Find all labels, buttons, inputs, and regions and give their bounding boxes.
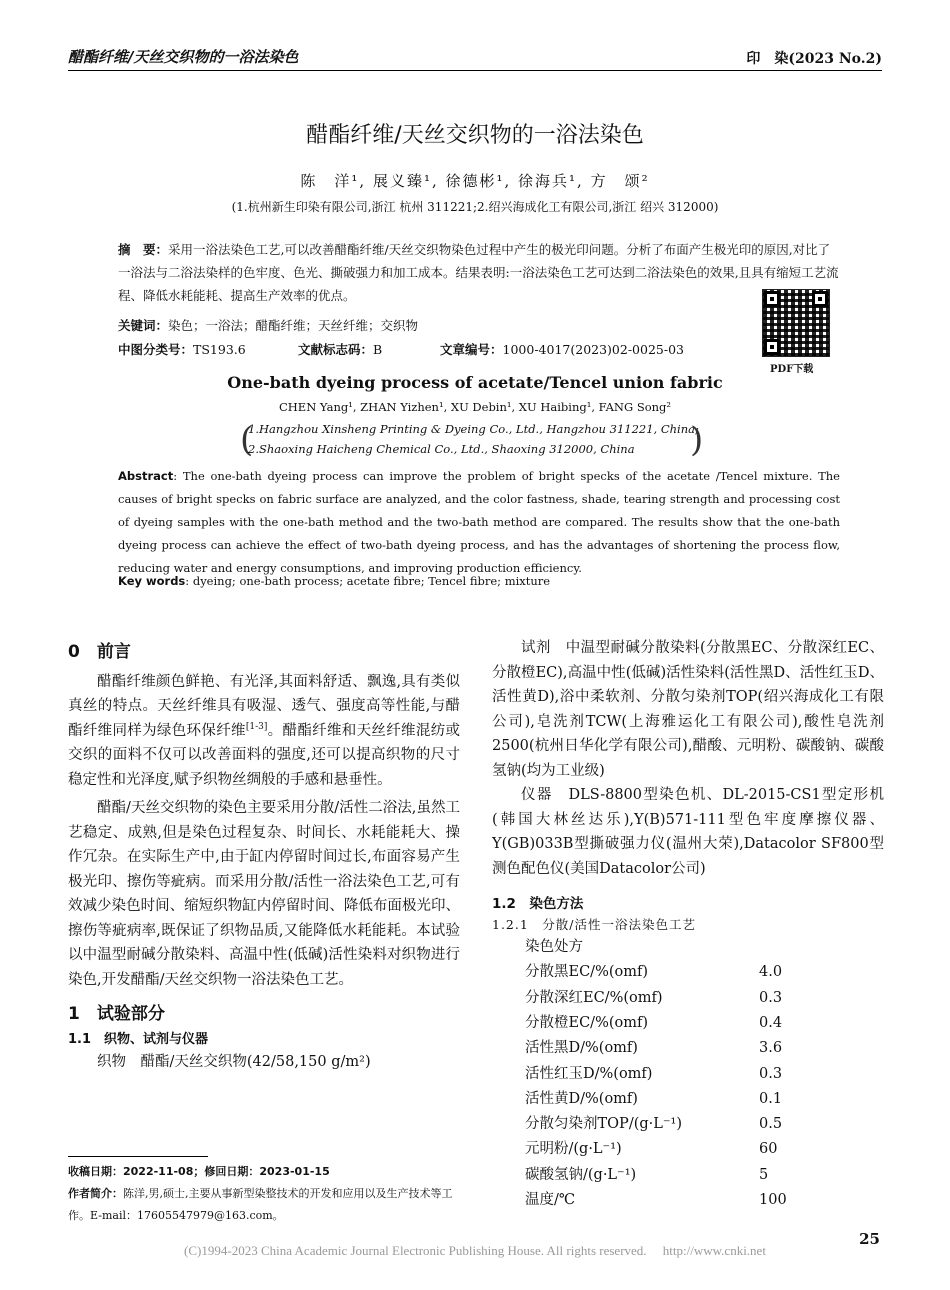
right-brace: ) [690,420,704,460]
recipe-amount: 0.3 [759,989,783,1006]
english-abstract-label: Abstract [118,469,174,483]
article-label: 文章编号： [440,342,503,357]
recipe-amount: 5 [759,1166,769,1183]
abstract-label: 摘 要： [118,242,169,257]
doc-value: B [373,342,383,357]
citation-ref[interactable]: [1-3] [245,721,268,732]
authors: 陈 洋¹, 展义臻¹, 徐德彬¹, 徐海兵¹, 方 颂² [300,172,650,190]
recipe-amount: 0.4 [759,1014,783,1031]
qr-code[interactable] [762,289,830,357]
footnote-author-label: 作者简介： [68,1187,123,1200]
keywords-cn [118,314,758,337]
right-column [492,636,884,1213]
recipe-table [525,960,787,1213]
recipe-amount: 0.1 [759,1090,783,1107]
left-column [68,640,460,1074]
recipe-ingredient: 分散深红EC/%(omf) [525,989,663,1006]
journal-issue: 印 染(2023 No.2) [746,51,882,67]
recipe-row [525,960,787,985]
recipe-amount: 60 [759,1141,778,1158]
recipe-row [525,1061,787,1086]
recipe-row [525,985,787,1010]
english-affiliation [248,419,704,459]
recipe-ingredient: 元明粉/(g·L⁻¹) [525,1141,622,1158]
keywords-text: 染色；一浴法；醋酯纤维；天丝纤维；交织物 [168,318,419,333]
recipe-ingredient: 活性黑D/%(omf) [525,1040,638,1057]
recipe-row [525,1162,787,1187]
recipe-row [525,1011,787,1036]
recipe-ingredient: 分散橙EC/%(omf) [525,1014,649,1031]
section-1-heading: 1 试验部分 [68,1004,165,1024]
english-keywords-label: Key words [118,574,186,588]
footnote-author [68,1183,463,1227]
recipe-row [525,1112,787,1137]
section-1-2-heading: 1.2 染色方法 [492,896,584,912]
clc-label: 中图分类号： [118,342,194,357]
recipe-ingredient: 分散匀染剂TOP/(g·L⁻¹) [525,1116,683,1133]
section-1-2-1-heading: 1.2.1 分散/活性一浴法染色工艺 [492,917,697,932]
article-value: 1000-4017(2023)02-0025-03 [502,342,684,357]
recipe-title: 染色处方 [525,939,583,955]
intro-paragraph-1: 醋酯纤维颜色鲜艳、有光泽,其面料舒适、飘逸,具有类似真丝的特点。天丝纤维具有吸湿、透气、强度高等性能,与醋酯纤维同样为绿色环保纤维[1-3]。醋酯纤维和天丝纤维混纺或交织的面料不仅可以改善面料的强度,还可以提高织物的尺寸稳定性和光泽度,赋予织物丝绸般的手感和悬垂性。 [68,673,461,788]
recipe-row [525,1137,787,1162]
english-affil-2: 2.Shaoxing Haicheng Chemical Co., Ltd., Shaoxing 312000, China [248,442,635,456]
recipe-row [525,1036,787,1061]
page-number: 25 [859,1230,880,1248]
recipe-amount: 100 [759,1192,787,1209]
recipe-ingredient: 温度/℃ [525,1192,576,1209]
instruments-paragraph: 仪器 DLS-8800型染色机、DL-2015-CS1型定形机(韩国大林丝达乐),Y(B)571-111型色牢度摩擦仪器、Y(GB)033B型撕破强力仪(温州大荣),Datacolor SF800型测色配色仪(美国Datacolor公司) [492,787,884,877]
english-keywords-text: : dyeing; one-bath process; acetate fibre; Tencel fibre; mixture [185,574,551,588]
recipe-ingredient: 活性红玉D/%(omf) [525,1065,653,1082]
reagents-paragraph: 试剂 中温型耐碱分散染料(分散黑EC、分散深红EC、分散橙EC),高温中性(低碱)活性染料(活性黑D、活性红玉D、活性黄D),浴中柔软剂、分散匀染剂TOP(绍兴海成化工有限公司),皂洗剂TCW(上海雅运化工有限公司),酸性皂洗剂2500(杭州日华化学有限公司),醋酸、元明粉、碳酸钠、碳酸氢钠(均为工业级) [492,640,884,779]
recipe-ingredient: 活性黄D/%(omf) [525,1090,638,1107]
section-1-1-heading: 1.1 织物、试剂与仪器 [68,1031,209,1047]
recipe-amount: 3.6 [759,1040,783,1057]
left-brace: ( [240,420,254,460]
doc-label: 文献标志码： [298,342,374,357]
english-authors: CHEN Yang¹, ZHAN Yizhen¹, XU Debin¹, XU Haibing¹, FANG Song² [278,400,672,414]
abstract-cn [118,238,840,307]
section-0-heading: 0 前言 [68,642,131,662]
english-title: One-bath dyeing process of acetate/Tencel union fabric [227,373,723,392]
recipe-amount: 0.5 [759,1116,783,1133]
recipe-amount: 4.0 [759,964,783,981]
english-keywords [118,570,840,593]
footnote-dates: 收稿日期：2022-11-08；修回日期：2023-01-15 [68,1165,330,1178]
recipe-ingredient: 碳酸氢钠/(g·L⁻¹) [525,1166,637,1183]
english-abstract-text: : The one-bath dyeing process can improve the problem of bright specks of the acetate /Tencel mixture. The causes of bright specks on fabric surface are analyzed, and the color fastness, shade, tearing strength and processing cost of dyeing samples with the one-bath method and the two-bath method are compared. The results show that the one-bath dyeing process can achieve the effect of two-bath dyeing process, and has the advantages of shortening the process flow, reducing water and energy consumptions, and improving production efficiency. [118,469,840,575]
recipe-ingredient: 分散黑EC/%(omf) [525,964,649,981]
qr-caption[interactable]: PDF下载 [770,364,814,375]
footnote-author-text: 陈洋,男,硕士,主要从事新型染整技术的开发和应用以及生产技术等工作。E-mail：17605547979@163.com。 [68,1187,453,1222]
recipe-row [525,1188,787,1213]
fabric-paragraph: 织物 醋酯/天丝交织物(42/58,150 g/m²) [97,1053,371,1070]
running-title: 醋酯纤维/天丝交织物的一浴法染色 [68,48,299,66]
clc-value: TS193.6 [193,342,246,357]
abstract-text: 采用一浴法染色工艺,可以改善醋酯纤维/天丝交织物染色过程中产生的极光印问题。分析了布面产生极光印的原因,对比了一浴法与二浴法染样的色牢度、色光、撕破强力和加工成本。结果表明:一浴法染色工艺可达到二浴法染色的效果,且具有缩短工艺流程、降低水耗能耗、提高生产效率的优点。 [118,242,839,303]
recipe-row [525,1086,787,1111]
copyright-watermark: (C)1994-2023 China Academic Journal Electronic Publishing House. All rights reserved. http://www.cnki.net [184,1243,766,1258]
english-affil-1: 1.Hangzhou Xinsheng Printing & Dyeing Co., Ltd., Hangzhou 311221, China; [248,422,699,436]
intro-paragraph-2: 醋酯/天丝交织物的染色主要采用分散/活性二浴法,虽然工艺稳定、成熟,但是染色过程复杂、时间长、水耗能耗大、操作冗杂。在实际生产中,由于缸内停留时间过长,布面容易产生极光印、擦伤等疵病。而采用分散/活性一浴法染色工艺,可有效减少染色时间、缩短织物缸内停留时间、降低布面极光印、擦伤等疵病率,既保证了织物品质,又能降低水耗能耗。本试验以中温型耐碱分散染料、高温中性(低碱)活性染料对织物进行染色,开发醋酯/天丝交织物一浴法染色工艺。 [68,800,460,988]
recipe-amount: 0.3 [759,1065,783,1082]
affiliation: (1.杭州新生印染有限公司,浙江 杭州 311221;2.绍兴海成化工有限公司,浙江 绍兴 312000) [231,200,719,214]
keywords-label: 关键词： [118,318,169,333]
header-rule [68,70,882,71]
english-abstract [118,465,840,580]
footnote-rule [68,1156,208,1157]
paper-title: 醋酯纤维/天丝交织物的一浴法染色 [306,123,644,148]
